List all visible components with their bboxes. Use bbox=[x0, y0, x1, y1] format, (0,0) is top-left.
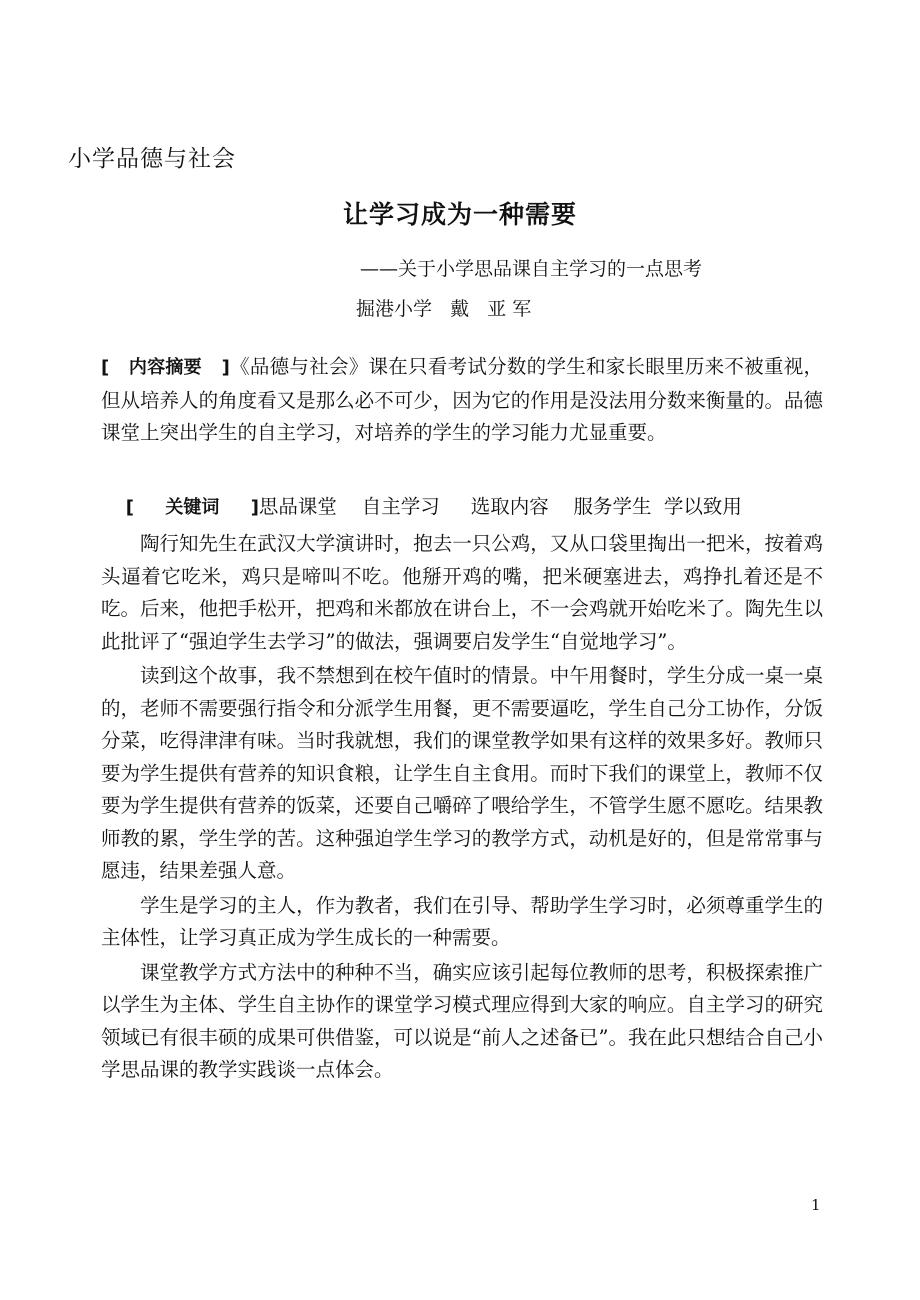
article-subtitle: ——关于小学思品课自主学习的一点思考 bbox=[360, 258, 703, 280]
page-number: 1 bbox=[811, 1196, 821, 1214]
article-title: 让学习成为一种需要 bbox=[342, 200, 577, 229]
body-paragraph-3: 学生是学习的主人，作为教者，我们在引导、帮助学生学习时，必须尊重学生的主体性，让学习真正成为学生成长的一种需要。 bbox=[101, 893, 823, 949]
abstract-label: 内容摘要 bbox=[128, 357, 202, 378]
abstract-open-bracket: [ bbox=[101, 357, 129, 378]
article-body bbox=[101, 528, 823, 1089]
keywords-close-bracket: ] bbox=[219, 496, 259, 518]
keywords-label: 关键词 bbox=[165, 496, 220, 518]
body-paragraph-1: 陶行知先生在武汉大学演讲时，抱去一只公鸡，又从口袋里掏出一把米，按着鸡头逼着它吃米，鸡只是啼叫不吃。他掰开鸡的嘴，把米硬塞进去，鸡挣扎着还是不吃。后来，他把手松开，把鸡和米都放在讲台上，不一会鸡就开始吃米了。陶先生以此批评了“强迫学生去学习”的做法，强调要启发学生“自觉地学习”。 bbox=[101, 532, 823, 653]
keywords-open-bracket: [ bbox=[125, 496, 166, 518]
subject-heading: 小学品德与社会 bbox=[68, 146, 236, 172]
keywords-text: 思品课堂 自主学习 选取内容 服务学生 学以致用 bbox=[258, 494, 742, 518]
body-paragraph-2: 读到这个故事，我不禁想到在校午值时的情景。中午用餐时，学生分成一桌一桌的，老师不需要强行指令和分派学生用餐，更不需要逼吃，学生自己分工协作，分饭分菜，吃得津津有味。当时我就想，我们的课堂教学如果有这样的效果多好。教师只要为学生提供有营养的知识食粮，让学生自主食用。而时下我们的课堂上，教师不仅要为学生提供有营养的饭菜，还要自己嚼碎了喂给学生，不管学生愿不愿吃。结果教师教的累，学生学的苦。这种强迫学生学习的教学方式，动机是好的，但是常常事与愿违，结果差强人意。 bbox=[101, 664, 823, 882]
body-paragraph-4: 课堂教学方式方法中的种种不当，确实应该引起每位教师的思考，积极探索推广以学生为主体、学生自主协作的课堂学习模式理应得到大家的响应。自主学习的研究领域已有很丰硕的成果可供借鉴，可以说是“前人之述备已”。我在此只想结合自己小学思品课的教学实践谈一点体会。 bbox=[101, 960, 823, 1081]
abstract-section bbox=[101, 351, 823, 450]
abstract-close-bracket: ] bbox=[201, 357, 230, 378]
abstract-text: 《品德与社会》课在只看考试分数的学生和家长眼里历来不被重视，但从培养人的角度看又是那么必不可少，因为它的作用是没法用分数来衡量的。品德课堂上突出学生的自主学习，对培养的学生的学习能力尤显重要。 bbox=[101, 355, 824, 444]
author-line: 掘港小学 戴 亚 军 bbox=[356, 298, 532, 320]
